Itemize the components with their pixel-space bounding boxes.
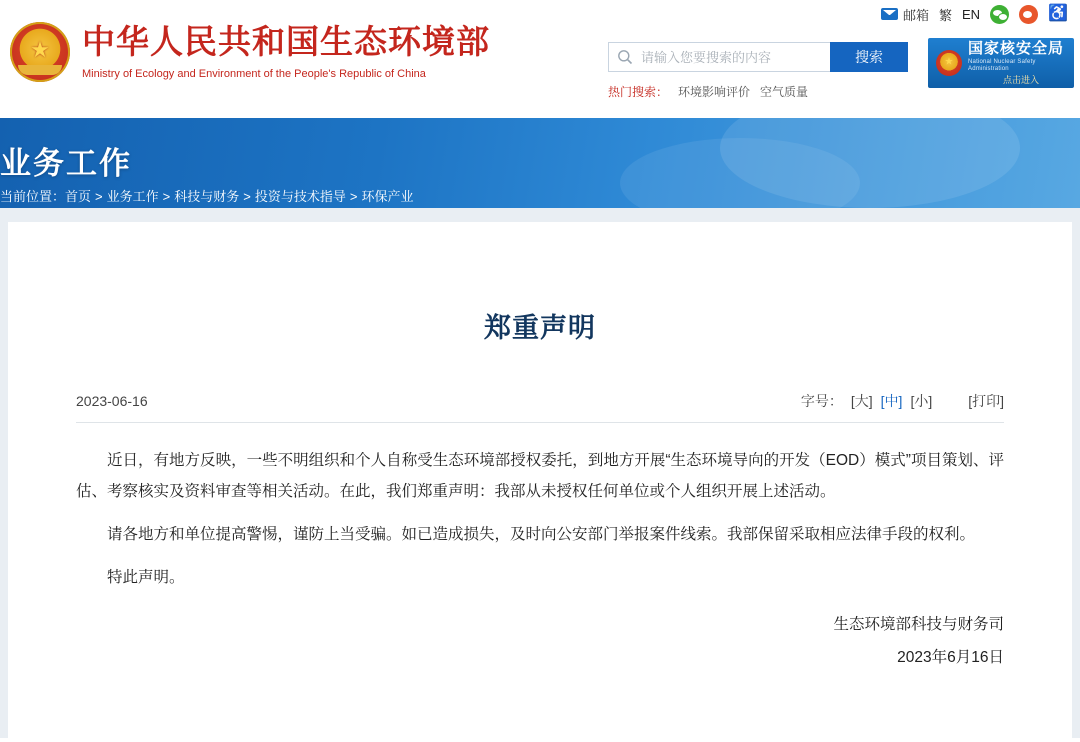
mailbox-link[interactable] — [881, 5, 929, 24]
section-banner — [0, 118, 1080, 208]
national-emblem-icon — [936, 50, 962, 76]
nnsa-banner-link[interactable] — [928, 38, 1074, 88]
breadcrumb-separator: > — [243, 189, 251, 204]
hot-search-item[interactable]: 环境影响评价 — [678, 85, 751, 99]
print-button[interactable]: [打印] — [968, 393, 1004, 409]
article — [8, 222, 1072, 674]
search-button[interactable]: 搜索 — [830, 42, 908, 72]
top-utility-bar — [881, 0, 1068, 28]
mailbox-label: 邮箱 — [902, 7, 929, 23]
nnsa-title-cn: 国家核安全局 — [968, 40, 1065, 57]
weibo-icon[interactable] — [1019, 5, 1038, 24]
article-signature — [76, 609, 1004, 674]
publish-date: 2023-06-16 — [76, 393, 148, 409]
search-box — [608, 42, 830, 72]
article-meta — [76, 391, 1004, 423]
breadcrumb-item-tech-finance[interactable]: 科技与财务 — [174, 189, 240, 204]
content-shell — [0, 208, 1080, 738]
brand-text — [82, 22, 490, 80]
article-tools — [801, 391, 1004, 411]
breadcrumb — [0, 186, 413, 205]
article-paragraph: 近日，有地方反映，一些不明组织和个人自称受生态环境部授权委托，到地方开展“生态环境导向的开发（EOD）模式”项目策划、评估、考察核实及资料审查等相关活动。在此，我们郑重声明：我部从未授权任何单位或个人组织开展上述活动。 — [76, 452, 1004, 500]
site-search — [608, 42, 908, 72]
signature-organization: 生态环境部科技与财务司 — [833, 616, 1004, 633]
article-paragraph: 特此声明。 — [107, 569, 185, 586]
hot-search-item[interactable]: 空气质量 — [760, 85, 809, 99]
search-input[interactable] — [641, 44, 830, 70]
mail-icon — [881, 8, 898, 20]
breadcrumb-item-home[interactable]: 首页 — [65, 189, 92, 204]
wechat-icon[interactable] — [990, 5, 1009, 24]
nnsa-text — [968, 40, 1074, 86]
site-header — [0, 0, 1080, 118]
fontsize-medium-button[interactable]: [中] — [880, 393, 903, 409]
breadcrumb-label: 当前位置： — [0, 189, 66, 204]
fontsize-label: 字号： — [800, 393, 843, 409]
accessibility-icon[interactable]: ♿ — [1048, 5, 1068, 22]
breadcrumb-item-business[interactable]: 业务工作 — [106, 189, 159, 204]
fontsize-small-button[interactable]: [小] — [910, 393, 933, 409]
signature-date: 2023年6月16日 — [897, 648, 1004, 666]
breadcrumb-item-environmental-industry[interactable]: 环保产业 — [361, 189, 414, 204]
search-icon — [609, 49, 641, 65]
breadcrumb-separator: > — [162, 189, 171, 204]
article-card — [8, 222, 1072, 742]
lang-traditional-link[interactable]: 繁 — [939, 7, 953, 23]
article-body — [76, 445, 1004, 593]
section-title: 业务工作 — [0, 146, 132, 181]
breadcrumb-separator: > — [349, 189, 358, 204]
breadcrumb-item-investment-guidance[interactable]: 投资与技术指导 — [254, 189, 346, 204]
nnsa-enter-label: 点击进入 — [1002, 74, 1039, 85]
article-paragraph: 请各地方和单位提高警惕，谨防上当受骗。如已造成损失，及时向公安部门举报案件线索。我部保留采取相应法律手段的权利。 — [107, 526, 976, 543]
page-title: 郑重声明 — [484, 313, 596, 343]
site-title-en: Ministry of Ecology and Environment of the People's Republic of China — [82, 67, 426, 80]
lang-english-link[interactable]: EN — [962, 6, 981, 22]
hot-search-row — [608, 83, 808, 100]
site-title-cn: 中华人民共和国生态环境部 — [82, 25, 490, 61]
fontsize-large-button[interactable]: [大] — [850, 393, 873, 409]
nnsa-title-en: National Nuclear Safety Administration — [968, 58, 1036, 73]
national-emblem-icon — [10, 22, 70, 82]
breadcrumb-separator: > — [95, 189, 103, 204]
site-brand[interactable] — [10, 22, 490, 82]
hot-search-label: 热门搜索： — [608, 85, 669, 99]
